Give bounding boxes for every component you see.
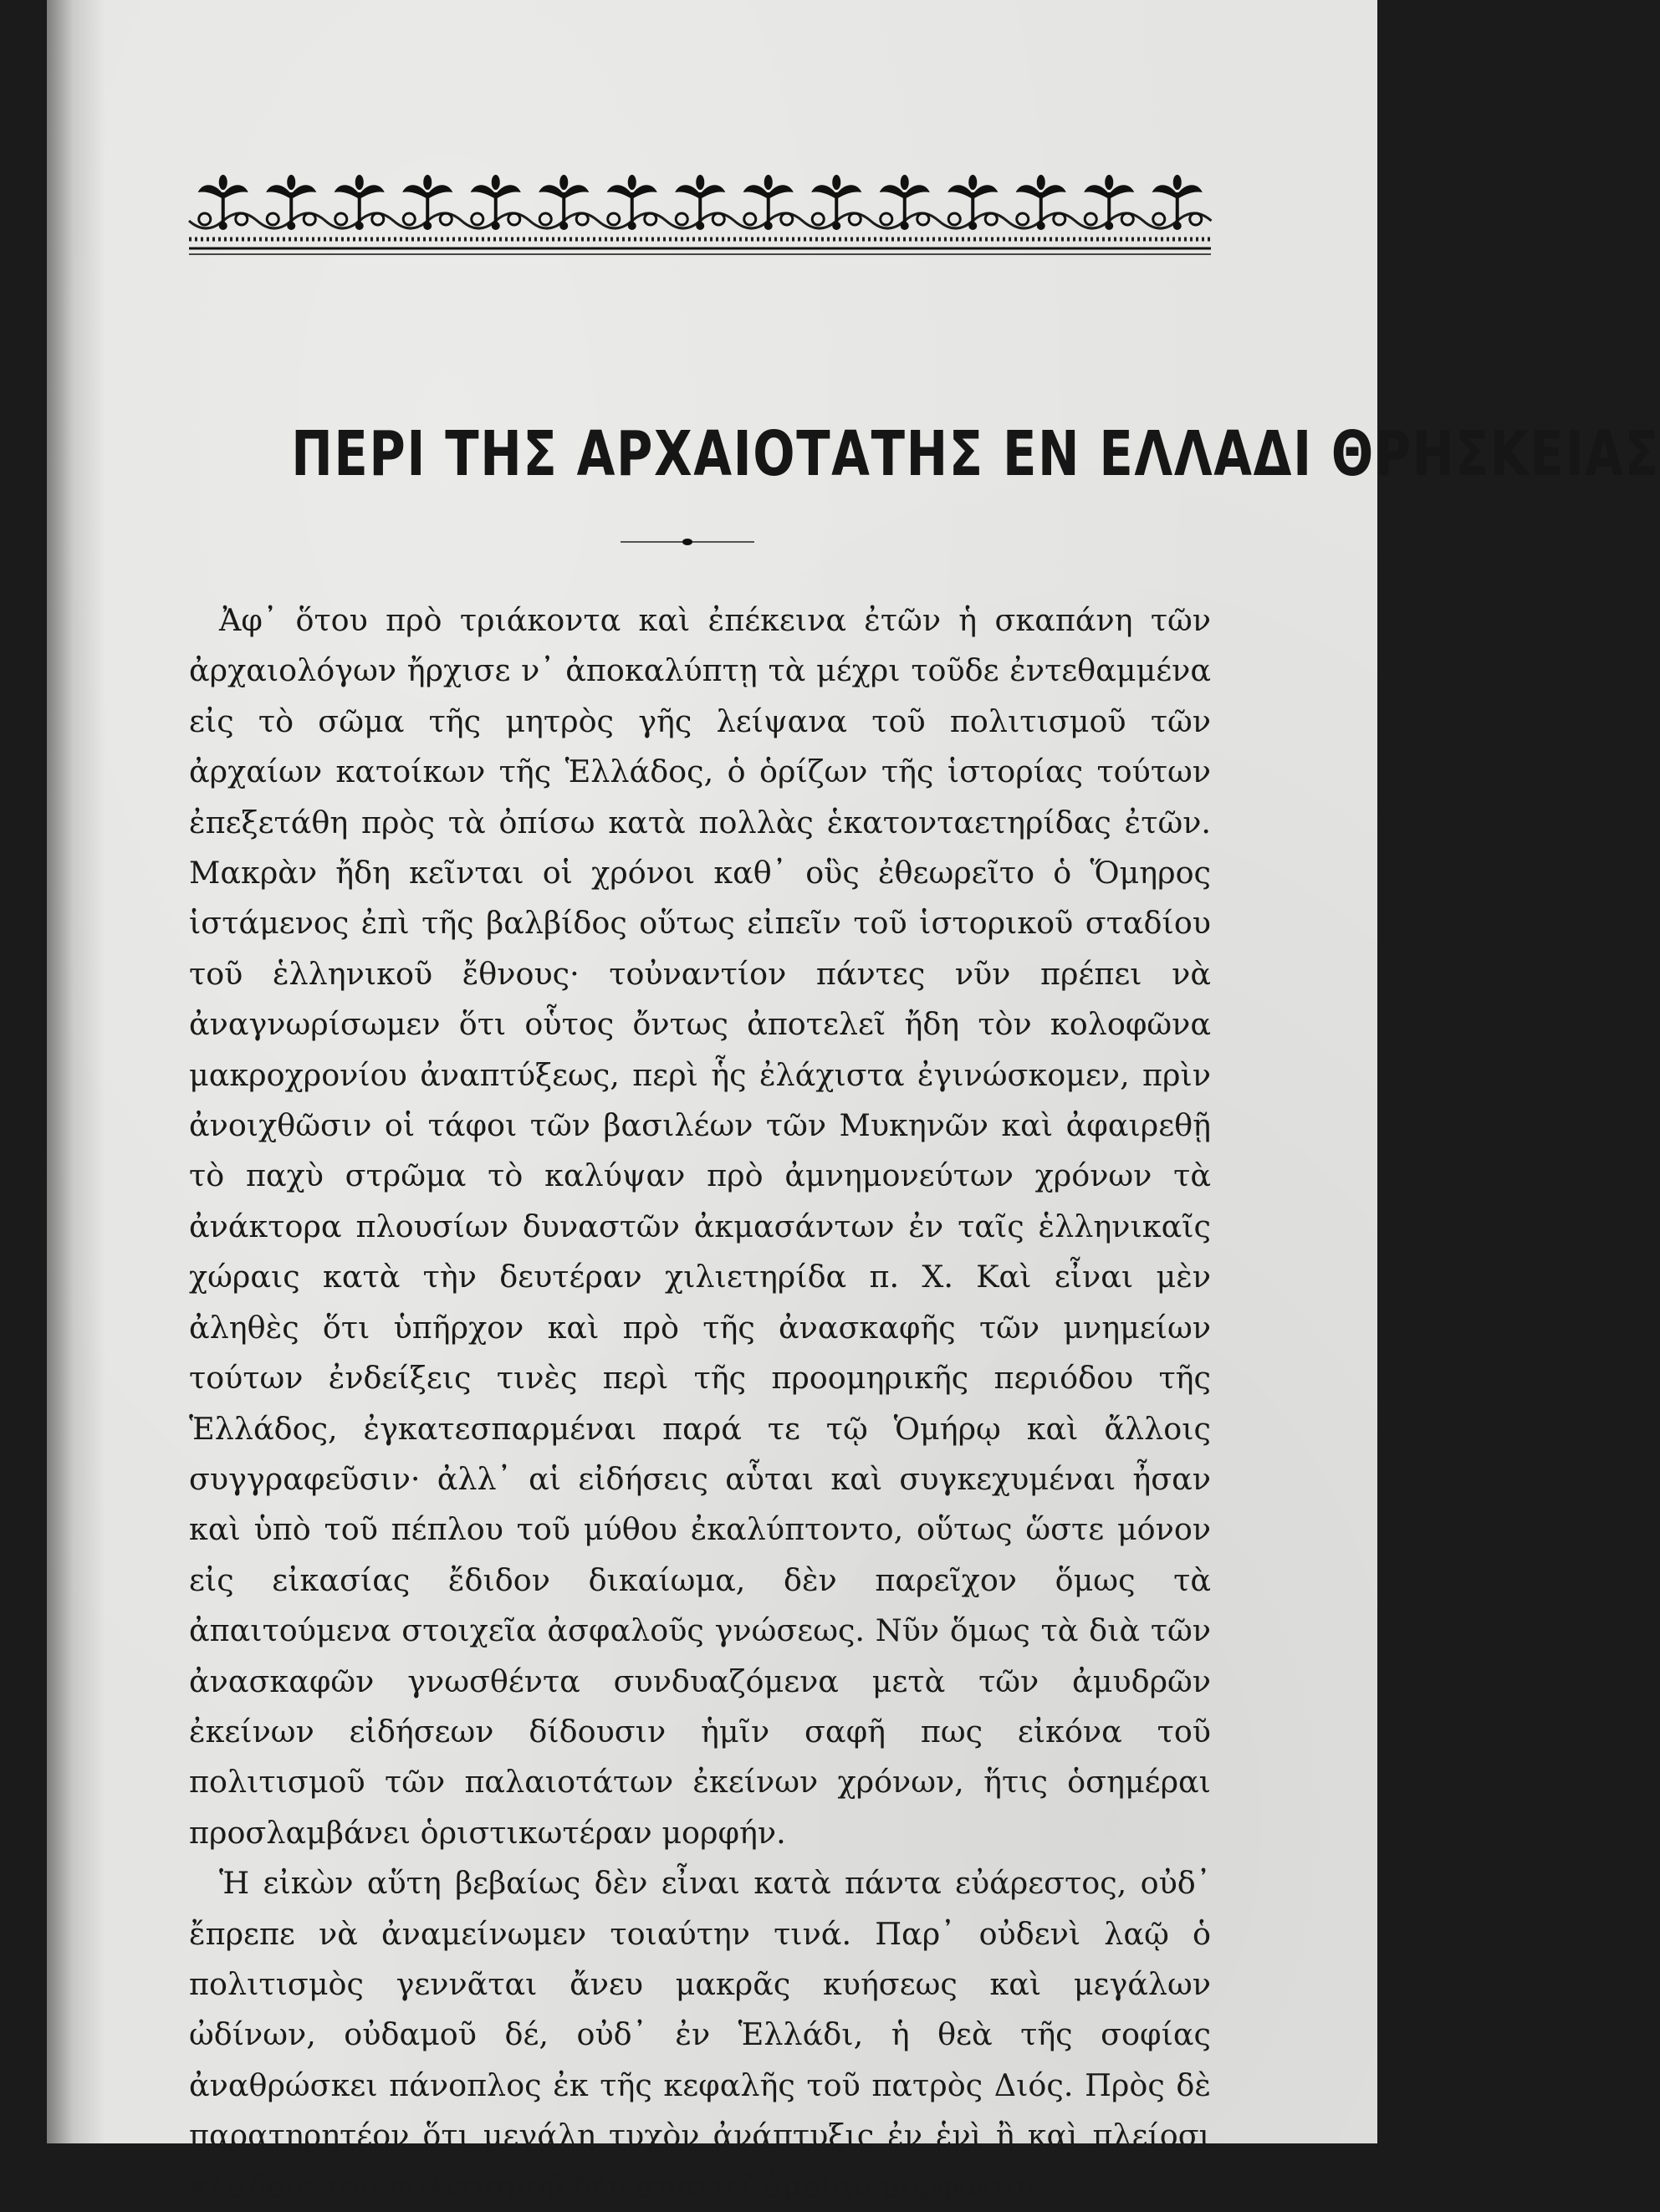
paragraph-1: Ἀφ᾽ ὅτου πρὸ τριάκοντα καὶ ἐπέκεινα ἐτῶν ἡ σκαπάνη τῶν ἀρχαιολόγων ἤρχισε ν᾽ ἀποκαλύπτῃ τὰ μέχρι τοῦδε ἐντεθαμμένα εἰς τὸ σῶμα τῆς μητρὸς γῆς λείψανα τοῦ πολιτισμοῦ τῶν ἀρχαίων κατοίκων τῆς Ἑλλάδος, ὁ ὁρίζων τῆς ἱστορίας τούτων ἐπεξετάθη πρὸς τὰ ὀπίσω κατὰ πολλὰς ἑκατονταετηρίδας ἐτῶν. Μακρὰν ἤδη κεῖνται οἱ χρόνοι καθ᾽ οὓς ἐθεωρεῖτο ὁ Ὅμηρος ἱστάμενος ἐπὶ τῆς βαλβίδος οὕτως εἰπεῖν τοῦ ἱστορικοῦ σταδίου τοῦ ἑλληνικοῦ ἔθνους· τοὐναντίον πάντες νῦν πρέπει νὰ ἀναγνωρίσωμεν ὅτι οὗτος ὄντως ἀποτελεῖ ἤδη τὸν κολοφῶνα μακροχρονίου ἀναπτύξεως, περὶ ἧς ἐλάχιστα ἐγινώσκομεν, πρὶν ἀνοιχθῶσιν οἱ τάφοι τῶν βασιλέων τῶν Μυκηνῶν καὶ ἀφαιρεθῇ τὸ παχὺ στρῶμα τὸ καλύψαν πρὸ ἀμνημονεύτων χρόνων τὰ ἀνάκτορα πλουσίων δυναστῶν ἀκμασάντων ἐν ταῖς ἑλληνικαῖς χώραις κατὰ τὴν δευτέραν χιλιετηρίδα π. Χ. Καὶ εἶναι μὲν ἀληθὲς ὅτι ὑπῆρχον καὶ πρὸ τῆς ἀνασκαφῆς τῶν μνημείων τούτων ἐνδείξεις τινὲς περὶ τῆς προομηρικῆς περιόδου τῆς Ἑλλάδος, ἐγκατεσπαρμέναι παρά τε τῷ Ὁμήρῳ καὶ ἄλλοις συγγραφεῦσιν· ἀλλ᾽ αἱ εἰδήσεις αὗται καὶ συγκεχυμέναι ἦσαν καὶ ὑπὸ τοῦ πέπλου τοῦ μύθου ἐκαλύπτοντο, οὕτως ὥστε μόνον εἰς εἰκασίας ἔδιδον δικαίωμα, δὲν παρεῖχον ὅμως τὰ ἀπαιτούμενα στοιχεῖα ἀσφαλοῦς γνώσεως. Νῦν ὅμως τὰ διὰ τῶν ἀνασκαφῶν γνωσθέντα συνδυαζόμενα μετὰ τῶν ἀμυδρῶν ἐκείνων εἰδήσεων δίδουσιν ἡμῖν σαφῆ πως εἰκόνα τοῦ πολιτισμοῦ τῶν παλαιοτάτων ἐκείνων χρόνων, ἥτις ὁσημέραι προσλαμβάνει ὁριστικωτέραν μορφήν. bbox=[189, 602, 1211, 1851]
title-divider bbox=[621, 535, 754, 549]
body-text bbox=[189, 595, 1211, 2204]
paragraph-2: Ἡ εἰκὼν αὕτη βεβαίως δὲν εἶναι κατὰ πάντα εὐάρεστος, οὐδ᾽ ἔπρεπε νὰ ἀναμείνωμεν τοιαύτην τινά. Παρ᾽ οὐδενὶ λαῷ ὁ πολιτισμὸς γεννᾶται ἄνευ μακρᾶς κυήσεως καὶ μεγάλων ὠδίνων, οὐδαμοῦ δέ, οὐδ᾽ ἐν Ἑλλάδι, ἡ θεὰ τῆς σοφίας ἀναθρώσκει πάνοπλος ἐκ τῆς κεφαλῆς τοῦ πατρὸς Διός. Πρὸς δὲ παρατηρητέον ὅτι μεγάλη τυχὸν ἀνάπτυξις ἐν ἑνὶ ἢ καὶ πλείοσι κλάδοις τοῦ πολιτισμοῦ δὲν ἀπαιτεῖ ὁμοίαν μόρφωσιν bbox=[189, 1865, 1211, 2204]
floral-ornament-icon bbox=[189, 175, 1212, 254]
book-page bbox=[47, 0, 1660, 2204]
chapter-title: ΠΕΡΙ ΤΗΣ ΑΡΧΑΙΟΤΑΤΗΣ ΕΝ ΕΛΛΑΔΙ ΘΡΗΣΚΕΙΑΣ bbox=[291, 418, 1660, 490]
ornamental-header-band bbox=[189, 169, 1211, 261]
